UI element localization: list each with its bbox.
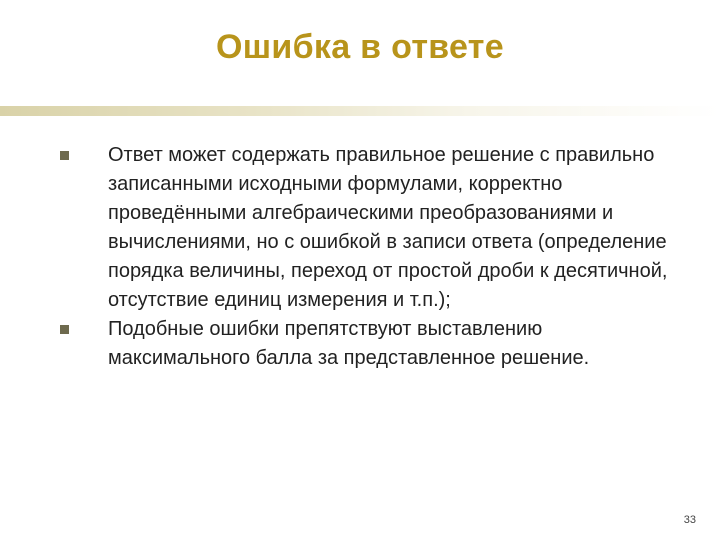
bullet-item-max-score bbox=[60, 315, 680, 373]
square-bullet-icon bbox=[60, 325, 69, 334]
bullet-list bbox=[60, 141, 680, 373]
bullet-text: Ответ может содержать правильное решение с правильно записанными исходными формулами, корректно проведёнными алгебраическими преобразованиями и вычислениями, но с ошибкой в записи ответа (определение порядка величины, переход от простой дроби к десятичной, отсутствие единиц измерения и т.п.); bbox=[108, 144, 668, 311]
slide-title: Ошибка в ответе bbox=[216, 28, 504, 66]
page-number: 33 bbox=[683, 514, 696, 526]
title-underline bbox=[0, 106, 720, 116]
bullet-item-answer-errors bbox=[60, 141, 680, 315]
bullet-text: Подобные ошибки препятствуют выставлению максимального балла за представленное решение. bbox=[108, 318, 590, 369]
square-bullet-icon bbox=[60, 151, 69, 160]
